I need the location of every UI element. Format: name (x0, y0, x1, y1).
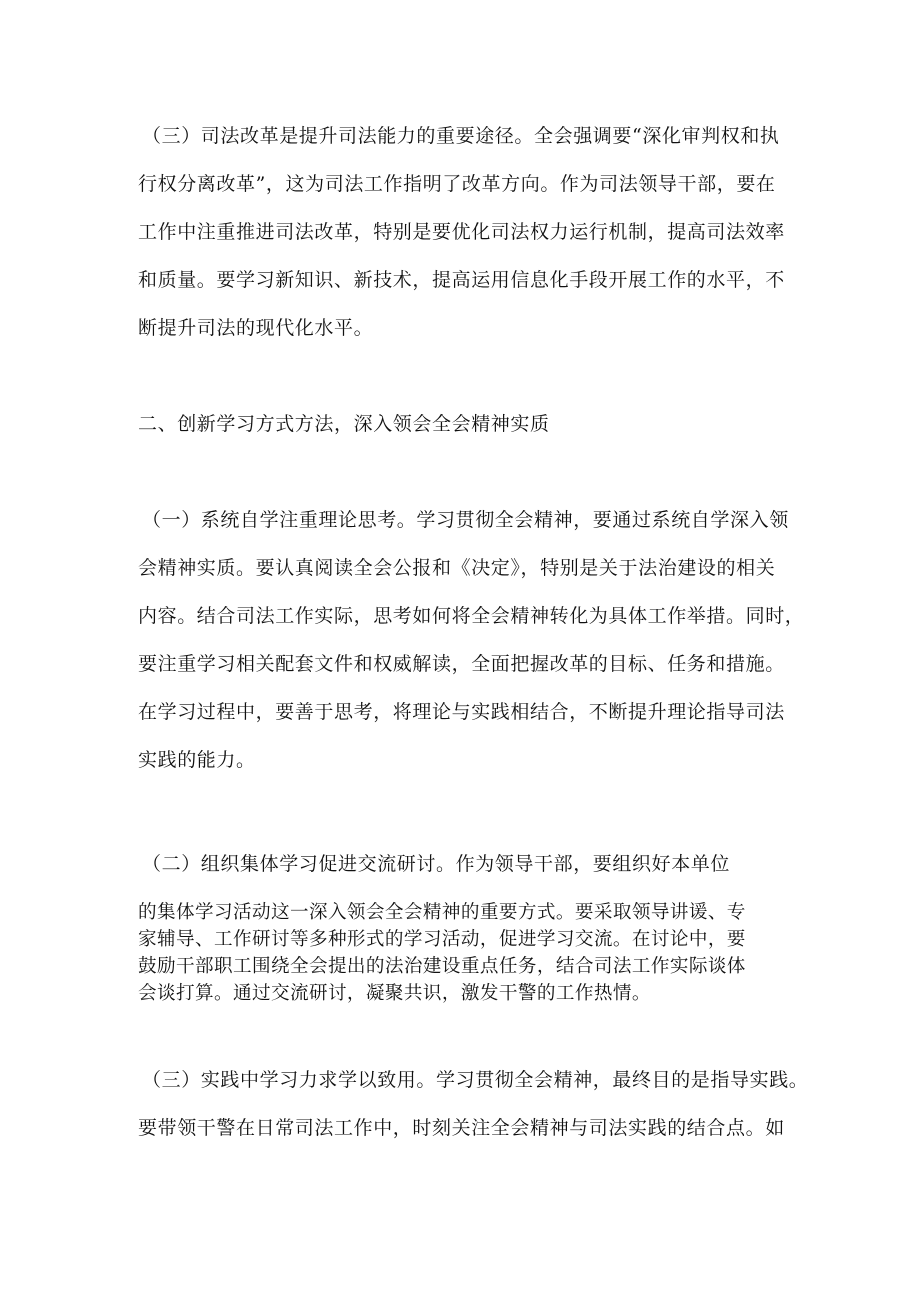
paragraph-2-line-2: 会精神实质。要认真阅读全会公报和《决定》，特别是关于法治建设的相关 (138, 557, 776, 579)
paragraph-4-line-2: 要带领干警在日常司法工作中，时刻关注全会精神与司法实践的结合点。如 (138, 1117, 785, 1139)
paragraph-1-line-4: 和质量。要学习新知识、新技术，提高运用信息化手段开展工作的水平，不 (138, 269, 785, 291)
paragraph-3-line-5: 会谈打算。通过交流研讨，凝聚共识，激发干警的工作热情。 (138, 983, 651, 1004)
paragraph-2-line-1: （一）系统自学注重理论思考。学习贯彻全会精神，要通过系统自学深入领 (142, 509, 789, 531)
paragraph-1-line-2: 行权分离改革”，这为司法工作指明了改革方向。作为司法领导干部，要在 (138, 173, 776, 195)
paragraph-1-line-1: （三）司法改革是提升司法能力的重要途径。全会强调要“深化审判权和执 (142, 125, 780, 147)
paragraph-2-line-5: 在学习过程中，要善于思考，将理论与实践相结合，不断提升理论指导司法 (138, 701, 785, 723)
paragraph-3-line-4: 鼓励干部职工围绕全会提出的法治建设重点任务，结合司法工作实际谈体 (138, 956, 746, 977)
paragraph-4-line-1: （三）实践中学习力求学以致用。学习贯彻全会精神，最终目的是指导实践。 (142, 1069, 809, 1091)
paragraph-1-line-3: 工作中注重推进司法改革，特别是要优化司法权力运行机制，提高司法效率 (138, 221, 785, 243)
paragraph-2-line-3: 内容。结合司法工作实际，思考如何将全会精神转化为具体工作举措。同时， (138, 605, 805, 627)
paragraph-3-line-1: （二）组织集体学习促进交流研讨。作为领导干部，要组织好本单位 (142, 853, 731, 875)
paragraph-2-line-4: 要注重学习相关配套文件和权威解读，全面把握改革的目标、任务和措施。 (138, 653, 785, 675)
paragraph-2-line-6: 实践的能力。 (138, 749, 256, 771)
paragraph-3-line-2: 的集体学习活动这一深入领会全会精神的重要方式。要采取领导讲谖、专 (138, 902, 746, 923)
section-heading: 二、创新学习方式方法，深入领会全会精神实质 (138, 413, 550, 435)
paragraph-1-line-5: 断提升司法的现代化水平。 (138, 317, 374, 339)
paragraph-3-line-3: 家辅导、工作研讨等多种形式的学习活动，促进学习交流。在讨论中，要 (138, 929, 746, 950)
